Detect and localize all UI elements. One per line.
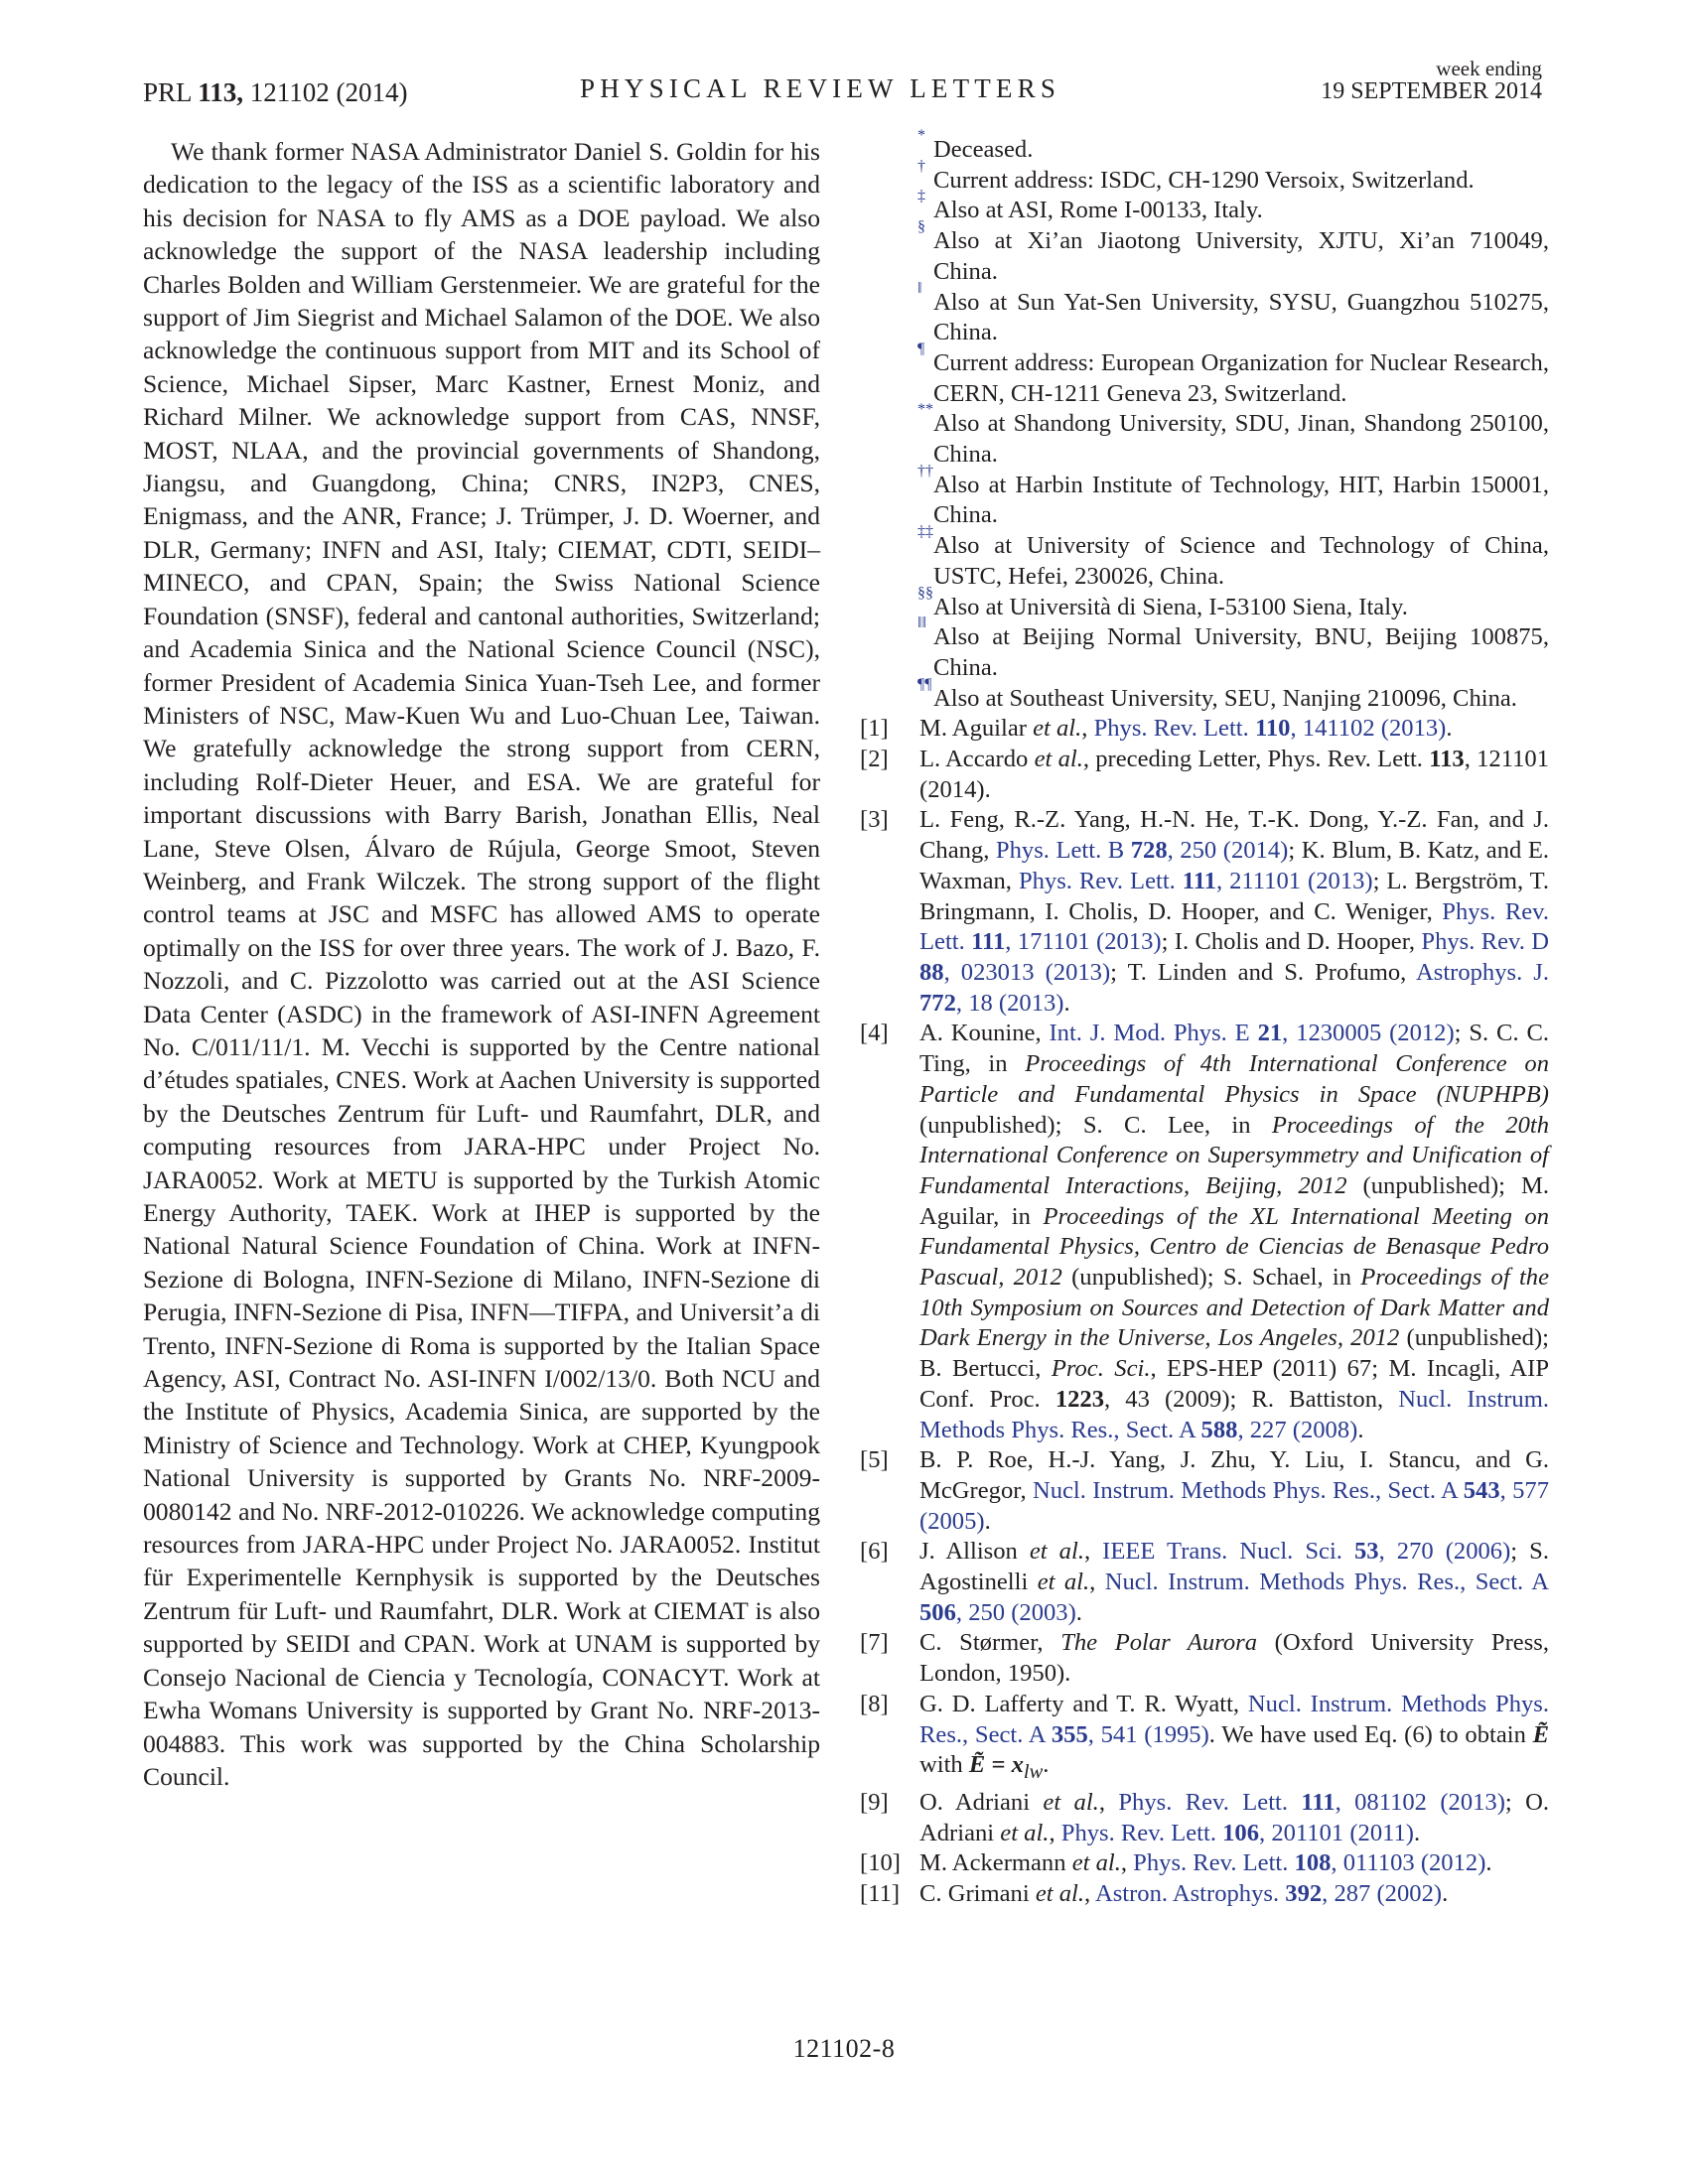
footnote: ¶¶ Also at Southeast University, SEU, Nanjing 210096, China. xyxy=(917,675,1517,712)
reference-link[interactable]: Phys. Rev. Lett. 110, 141102 (2013) xyxy=(1093,715,1447,743)
week-ending-label: week ending xyxy=(1436,57,1542,80)
footnote: * Deceased. xyxy=(917,127,1034,163)
reference-item: [1] M. Aguilar et al., Phys. Rev. Lett. 110, 141102 (2013). xyxy=(862,714,1549,745)
running-header xyxy=(143,58,1542,117)
footnote-mark: § xyxy=(917,218,925,236)
week-ending xyxy=(1321,58,1542,103)
reference-link[interactable]: Nucl. Instrum. Methods Phys. Res., Sect. A 588, 227 (2008) xyxy=(919,1385,1549,1443)
reference-number: [10] xyxy=(860,1849,901,1877)
reference-link[interactable]: Nucl. Instrum. Methods Phys. Res., Sect. A 543, 577 (2005) xyxy=(919,1476,1549,1535)
reference-item: [4] A. Kounine, Int. J. Mod. Phys. E 21, 1230005 (2012); S. C. C. Ting, in Proceedings of 4th International Conference on Particle and Fundamental Physics in Space (NUPHPB) (unpublished); S. C. Lee, in Proceedings of the 20th International Conference on Supersymmetry and Unification of Fundamental Interactions, Beijing, 2012 (unpublished); M. Aguilar, in Proceedings of the XL International Meeting on Fundamental Physics, Centro de Ciencias de Benasque Pedro Pascual, 2012 (unpublished); S. Schael, in Proceedings of the 10th Symposium on Sources and Detection of Dark Matter and Dark Energy in the Universe, Los Angeles, 2012 (unpublished); B. Bertucci, Proc. Sci., EPS-HEP (2011) 67; M. Incagli, AIP Conf. Proc. 1223, 43 (2009); R. Battiston, Nucl. Instrum. Methods Phys. Res., Sect. A 588, 227 (2008). xyxy=(860,1020,1549,1443)
reference-link[interactable]: Phys. Rev. Lett. 111, 211101 (2013) xyxy=(1018,867,1373,894)
reference-link[interactable]: IEEE Trans. Nucl. Sci. 53, 270 (2006) xyxy=(1102,1538,1511,1566)
footnote-mark: †† xyxy=(917,462,933,479)
footnote: ¶ Current address: European Organization for Nuclear Research, CERN, CH-1211 Geneva 23, Switzerland. xyxy=(917,340,1549,407)
week-ending-date: 19 SEPTEMBER 2014 xyxy=(1321,78,1542,104)
footnote-mark: ‡ xyxy=(917,188,925,205)
footnote-mark: ‡‡ xyxy=(917,523,933,541)
reference-number: [9] xyxy=(860,1788,889,1816)
reference-number: [2] xyxy=(860,746,889,773)
footnote-mark: ‖ xyxy=(917,279,922,297)
reference-number: [11] xyxy=(860,1879,901,1907)
footnote-mark: ** xyxy=(917,401,933,419)
reference-number: [7] xyxy=(860,1629,889,1657)
reference-item: [7] C. Størmer, The Polar Aurora (Oxford University Press, London, 1950). xyxy=(860,1629,1549,1688)
footnote-mark: ¶¶ xyxy=(917,675,932,693)
page-number: 121102-8 xyxy=(792,2034,896,2063)
reference-item: [3] L. Feng, R.-Z. Yang, H.-N. He, T.-K. Dong, Y.-Z. Fan, and J. Chang, Phys. Lett. B 728, 250 (2014); K. Blum, B. Katz, and E. Waxman, Phys. Rev. Lett. 111, 211101 (2013); L. Bergström, T. Bringmann, I. Cholis, D. Hooper, and C. Weniger, Phys. Rev. Lett. 111, 171101 (2013); I. Cholis and D. Hooper, Phys. Rev. D 88, 023013 (2013); T. Linden and S. Profumo, Astrophys. J. 772, 18 (2013). xyxy=(860,806,1550,1017)
footnote-mark: * xyxy=(917,127,925,144)
reference-link[interactable]: Nucl. Instrum. Methods Phys. Res., Sect. A 355, 541 (1995) xyxy=(919,1690,1550,1748)
footnote-mark: ¶ xyxy=(917,340,925,357)
footnote: †† Also at Harbin Institute of Technology, HIT, Harbin 150001, China. xyxy=(917,462,1549,529)
reference-link[interactable]: Phys. Rev. Lett. 108, 011103 (2012) xyxy=(1133,1849,1486,1877)
acknowledgments-column xyxy=(143,135,820,1793)
reference-item: [5] B. P. Roe, H.-J. Yang, J. Zhu, Y. Liu, I. Stancu, and G. McGregor, Nucl. Instrum. Methods Phys. Res., Sect. A 543, 577 (2005). xyxy=(860,1446,1549,1535)
reference-link[interactable]: Astrophys. J. 772, 18 (2013) xyxy=(919,958,1549,1017)
reference-item: [2] L. Accardo et al., preceding Letter, Phys. Rev. Lett. 113, 121101 (2014). xyxy=(860,746,1549,803)
footnote: ‡ Also at ASI, Rome I-00133, Italy. xyxy=(917,188,1263,224)
footnote: §§ Also at Università di Siena, I-53100 Siena, Italy. xyxy=(917,584,1408,620)
reference-number: [3] xyxy=(860,806,889,834)
reference-item: [10] M. Ackermann et al., Phys. Rev. Lett. 108, 011103 (2012). xyxy=(862,1848,1549,1879)
reference-link[interactable]: Nucl. Instrum. Methods Phys. Res., Sect. A 506, 250 (2003) xyxy=(919,1569,1550,1626)
reference-item: [8] G. D. Lafferty and T. R. Wyatt, Nucl. Instrum. Methods Phys. Res., Sect. A 355, 541 (1995). We have used Eq. (6) to obtain Ẽ with Ẽ = $x_{lw}$. xyxy=(860,1690,1550,1784)
reference-link[interactable]: Int. J. Mod. Phys. E 21, 1230005 (2012) xyxy=(1049,1020,1455,1047)
footnote: ‖‖ Also at Beijing Normal University, BNU, Beijing 100875, China. xyxy=(917,614,1549,681)
journal-reference: PRL 113, 121102 (2014) xyxy=(143,77,408,107)
footnote: § Also at Xi’an Jiaotong University, XJTU, Xi’an 710049, China. xyxy=(917,218,1549,285)
reference-link[interactable]: Phys. Rev. Lett. 111, 171101 (2013) xyxy=(919,897,1549,956)
reference-number: [6] xyxy=(860,1538,889,1566)
footnote-mark: † xyxy=(917,157,925,175)
footnote-mark: §§ xyxy=(917,584,933,602)
reference-link[interactable]: Phys. Rev. Lett. 106, 201101 (2011) xyxy=(1060,1819,1414,1846)
footnote: † Current address: ISDC, CH-1290 Versoix, Switzerland. xyxy=(917,157,1475,194)
reference-number: [1] xyxy=(860,715,889,743)
notes-and-references-column xyxy=(860,127,1550,1910)
reference-number: [4] xyxy=(860,1020,889,1047)
journal-name: PHYSICAL REVIEW LETTERS xyxy=(580,73,1061,103)
footnote-mark: ‖‖ xyxy=(917,614,926,632)
reference-list xyxy=(862,714,1549,1909)
reference-item: [6] J. Allison et al., IEEE Trans. Nucl. Sci. 53, 270 (2006); S. Agostinelli et al., Nucl. Instrum. Methods Phys. Res., Sect. A 506, 250 (2003). xyxy=(860,1538,1550,1626)
footnote: ** Also at Shandong University, SDU, Jinan, Shandong 250100, China. xyxy=(917,401,1549,469)
acknowledgments-paragraph: We thank former NASA Administrator Daniel S. Goldin for his dedication to the legacy of the ISS as a scientific laboratory and his decision for NASA to fly AMS as a DOE payload. We also acknowledge the support of the NASA leadership including Charles Bolden and William Gerstenmeier. We are grateful for the support of Jim Siegrist and Michael Salamon of the DOE. We also acknowledge the continuous support from MIT and its School of Science, Michael Sipser, Marc Kastner, Ernest Moniz, and Richard Milner. We acknowledge support from CAS, NNSF, MOST, NLAA, and the provincial governments of Shandong, Jiangsu, and Guangdong, China; CNRS, IN2P3, CNES, Enigmass, and the ANR, France; J. Trümper, J. D. Woerner, and DLR, Germany; INFN and ASI, Italy; CIEMAT, CDTI, SEIDI–MINECO, and CPAN, Spain; the Swiss National Science Foundation (SNSF), federal and cantonal authorities, Switzerland; and Academia Sinica and the National Science Council (NSC), former President of Academia Sinica Yuan-Tseh Lee, and former Ministers of NSC, Maw-Kuen Wu and Luo-Chuan Lee, Taiwan. We gratefully acknowledge the strong support from CERN, including Rolf-Dieter Heuer, and ESA. We are grateful for important discussions with Barry Barish, Jonathan Ellis, Neal Lane, Steve Olsen, Álvaro de Rújula, George Smoot, Steven Weinberg, and Frank Wilczek. The strong support of the flight control teams at JSC and MSFC has allowed AMS to operate optimally on the ISS for over three years. The work of J. Bazo, F. Nozzoli, and C. Pizzolotto was carried out at the ASI Science Data Center (ASDC) in the framework of ASI-INFN Agreement No. C/011/11/1. M. Vecchi is supported by the Centre national d’études spatiales, CNES. Work at Aachen University is supported by the Deutsches Zentrum für Luft- und Raumfahrt, DLR, and computing resources from JARA-HPC under Project No. JARA0052. Work at METU is supported by the Turkish Atomic Energy Authority, TAEK. Work at IHEP is supported by the National Natural Science Foundation of China. Work at INFN-Sezione di Bologna, INFN-Sezione di Milano, INFN-Sezione di Perugia, INFN-Sezione di Pisa, INFN—TIFPA, and Universit’a di Trento, INFN-Sezione di Roma is supported by the Italian Space Agency, ASI, Contract No. ASI-INFN I/002/13/0. Both NCU and the Institute of Physics, Academia Sinica, are supported by the Ministry of Science and Technology. Work at CHEP, Kyungpook National University is supported by Grants No. NRF-2009-0080142 and No. NRF-2012-010226. We acknowledge computing resources from JARA-HPC under Project No. JARA0052. Institut für Experimentelle Kernphysik is supported by the Deutsches Zentrum für Luft- und Raumfahrt, DLR. Work at CIEMAT is also supported by SEIDI and CPAN. Work at UNAM is supported by Consejo Nacional de Ciencia y Tecnología, CONACYT. Work at Ewha Womans University is supported by Grant No. NRF-2013-004883. This work was supported by the China Scholarship Council. xyxy=(143,137,820,1791)
reference-item: [11] C. Grimani et al., Astron. Astrophys. 392, 287 (2002). xyxy=(862,1879,1549,1910)
reference-link[interactable]: Phys. Rev. Lett. 111, 081102 (2013) xyxy=(1118,1788,1505,1816)
reference-link[interactable]: Phys. Lett. B 728, 250 (2014) xyxy=(995,837,1289,865)
reference-number: [8] xyxy=(860,1690,889,1717)
reference-number: [5] xyxy=(860,1446,889,1474)
reference-item: [9] O. Adriani et al., Phys. Rev. Lett. 111, 081102 (2013); O. Adriani et al., Phys. Rev. Lett. 106, 201101 (2011). xyxy=(860,1788,1550,1846)
footnote: ‖ Also at Sun Yat-Sen University, SYSU, Guangzhou 510275, China. xyxy=(917,279,1549,346)
footnote-list xyxy=(862,127,1549,714)
reference-link[interactable]: Phys. Rev. D 88, 023013 (2013) xyxy=(919,928,1549,986)
footnote: ‡‡ Also at University of Science and Technology of China, USTC, Hefei, 230026, China. xyxy=(917,523,1549,590)
reference-link[interactable]: Astron. Astrophys. 392, 287 (2002) xyxy=(1094,1879,1443,1907)
